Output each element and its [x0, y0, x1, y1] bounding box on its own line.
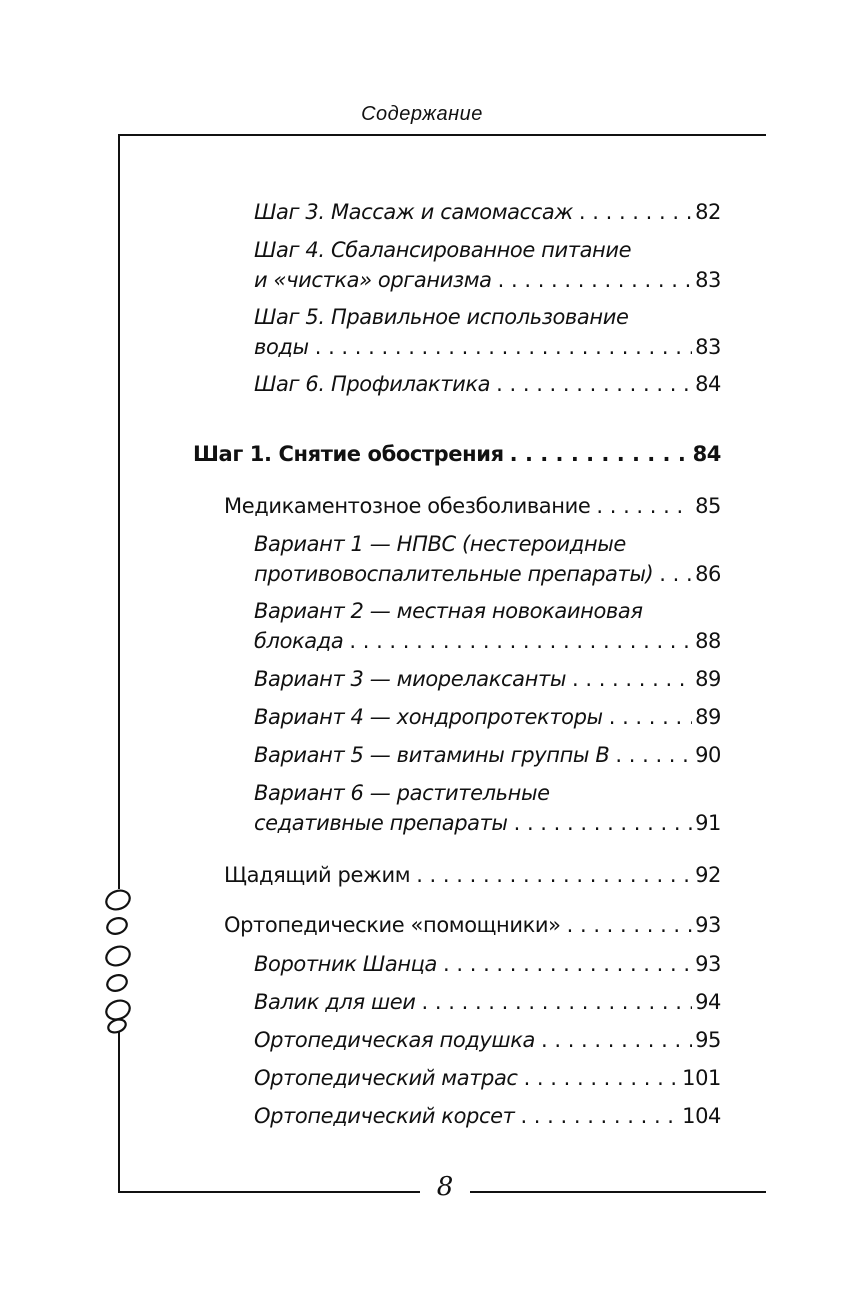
toc-entry-title: воды	[254, 335, 309, 359]
toc-entry-page: 101	[682, 1066, 721, 1090]
dot-leader	[443, 949, 692, 979]
toc-entry-title-line1: Вариант 6 — растительные	[254, 781, 550, 805]
left-rule-lower	[118, 1030, 120, 1193]
toc-entry-page: 84	[692, 442, 721, 466]
toc-subsection-entry[interactable]	[224, 910, 721, 940]
running-header: Содержание	[361, 103, 483, 125]
toc-entry-page: 88	[695, 629, 721, 653]
toc-entry-page: 89	[695, 667, 721, 691]
toc-entry[interactable]	[254, 987, 721, 1017]
toc-entry-title: Ортопедический матрас	[254, 1066, 518, 1090]
toc-entry[interactable]	[254, 949, 721, 979]
toc-entry[interactable]	[254, 702, 721, 732]
toc-entry-line1	[254, 596, 643, 626]
toc-subsection-entry[interactable]	[224, 860, 721, 890]
toc-entry[interactable]	[254, 1101, 721, 1131]
toc-entry-page: 90	[695, 743, 721, 767]
dot-leader	[572, 664, 692, 694]
toc-entry-title: блокада	[254, 629, 344, 653]
toc-entry[interactable]	[254, 1025, 721, 1055]
toc-entry-title: и «чистка» организма	[254, 268, 492, 292]
toc-entry-page: 89	[695, 705, 721, 729]
toc-entry-page: 86	[695, 562, 721, 586]
dot-leader	[510, 439, 690, 469]
toc-entry-page: 93	[695, 952, 721, 976]
dot-leader	[496, 369, 692, 399]
dot-leader	[579, 197, 692, 227]
toc-entry-page: 85	[695, 494, 721, 518]
bottom-rule-right	[470, 1191, 766, 1193]
toc-section-entry[interactable]	[193, 439, 721, 469]
toc-entry-title-line1: Шаг 4. Сбалансированное питание	[254, 238, 632, 262]
top-rule	[118, 134, 766, 136]
toc-entry-title: Шаг 6. Профилактика	[254, 372, 491, 396]
toc-entry-line1	[254, 302, 628, 332]
left-rule-upper	[118, 134, 120, 889]
toc-entry-title: Вариант 4 — хондропротекторы	[254, 705, 603, 729]
toc-entry-page: 83	[695, 335, 721, 359]
toc-entry-line1	[254, 235, 631, 265]
toc-entry-title-line1: Шаг 5. Правильное использование	[254, 305, 629, 329]
toc-entry[interactable]	[254, 369, 721, 399]
toc-entry-title: Вариант 5 — витамины группы В	[254, 743, 610, 767]
toc-entry[interactable]	[254, 1063, 721, 1093]
dot-leader	[567, 910, 692, 940]
toc-entry-title: Воротник Шанца	[254, 952, 438, 976]
toc-entry-title: Шаг 3. Массаж и самомассаж	[254, 200, 573, 224]
toc-entry-page: 93	[695, 913, 721, 937]
dot-leader	[524, 1063, 680, 1093]
toc-entry-page: 91	[695, 811, 721, 835]
toc-subsection-title: Щадящий режим	[224, 863, 411, 887]
toc-section-title: Шаг 1. Снятие обострения	[193, 442, 504, 466]
toc-entry-page: 95	[695, 1028, 721, 1052]
dot-leader	[609, 702, 692, 732]
toc-entry[interactable]	[254, 559, 721, 589]
toc-entry-page: 82	[695, 200, 721, 224]
toc-entry-line1	[254, 778, 550, 808]
dot-leader	[659, 559, 692, 589]
dot-leader	[349, 626, 692, 656]
bottom-rule-left	[118, 1191, 420, 1193]
toc-entry-line1	[254, 529, 626, 559]
dot-leader	[416, 860, 692, 890]
page-number: 8	[436, 1172, 454, 1202]
chain-ornament-icon	[98, 888, 138, 1038]
dot-leader	[520, 1101, 679, 1131]
dot-leader	[422, 987, 693, 1017]
toc-entry-title: противовоспалительные препараты)	[254, 562, 654, 586]
dot-leader	[596, 491, 692, 521]
toc-entry[interactable]	[254, 808, 721, 838]
dot-leader	[514, 808, 692, 838]
toc-entry-title: Ортопедическая подушка	[254, 1028, 535, 1052]
toc-entry[interactable]	[254, 332, 721, 362]
toc-entry-title: Ортопедический корсет	[254, 1104, 515, 1128]
toc-entry-title-line1: Вариант 2 — местная новокаиновая	[254, 599, 643, 623]
toc-entry-page: 94	[695, 990, 721, 1014]
toc-entry[interactable]	[254, 740, 721, 770]
toc-entry-title: Валик для шеи	[254, 990, 416, 1014]
toc-subsection-entry[interactable]	[224, 491, 721, 521]
toc-entry-page: 92	[695, 863, 721, 887]
toc-entry[interactable]	[254, 197, 721, 227]
toc-entry-page: 84	[695, 372, 721, 396]
dot-leader	[498, 265, 692, 295]
toc-entry-page: 104	[682, 1104, 721, 1128]
toc-subsection-title: Ортопедические «помощники»	[224, 913, 561, 937]
dot-leader	[315, 332, 692, 362]
dot-leader	[541, 1025, 692, 1055]
toc-entry[interactable]	[254, 265, 721, 295]
toc-subsection-title: Медикаментозное обезболивание	[224, 494, 591, 518]
toc-entry-title-line1: Вариант 1 — НПВС (нестероидные	[254, 532, 626, 556]
toc-entry-title: Вариант 3 — миорелаксанты	[254, 667, 566, 691]
toc-entry-title: седативные препараты	[254, 811, 508, 835]
toc-entry[interactable]	[254, 664, 721, 694]
toc-entry-page: 83	[695, 268, 721, 292]
dot-leader	[615, 740, 692, 770]
toc-entry[interactable]	[254, 626, 721, 656]
